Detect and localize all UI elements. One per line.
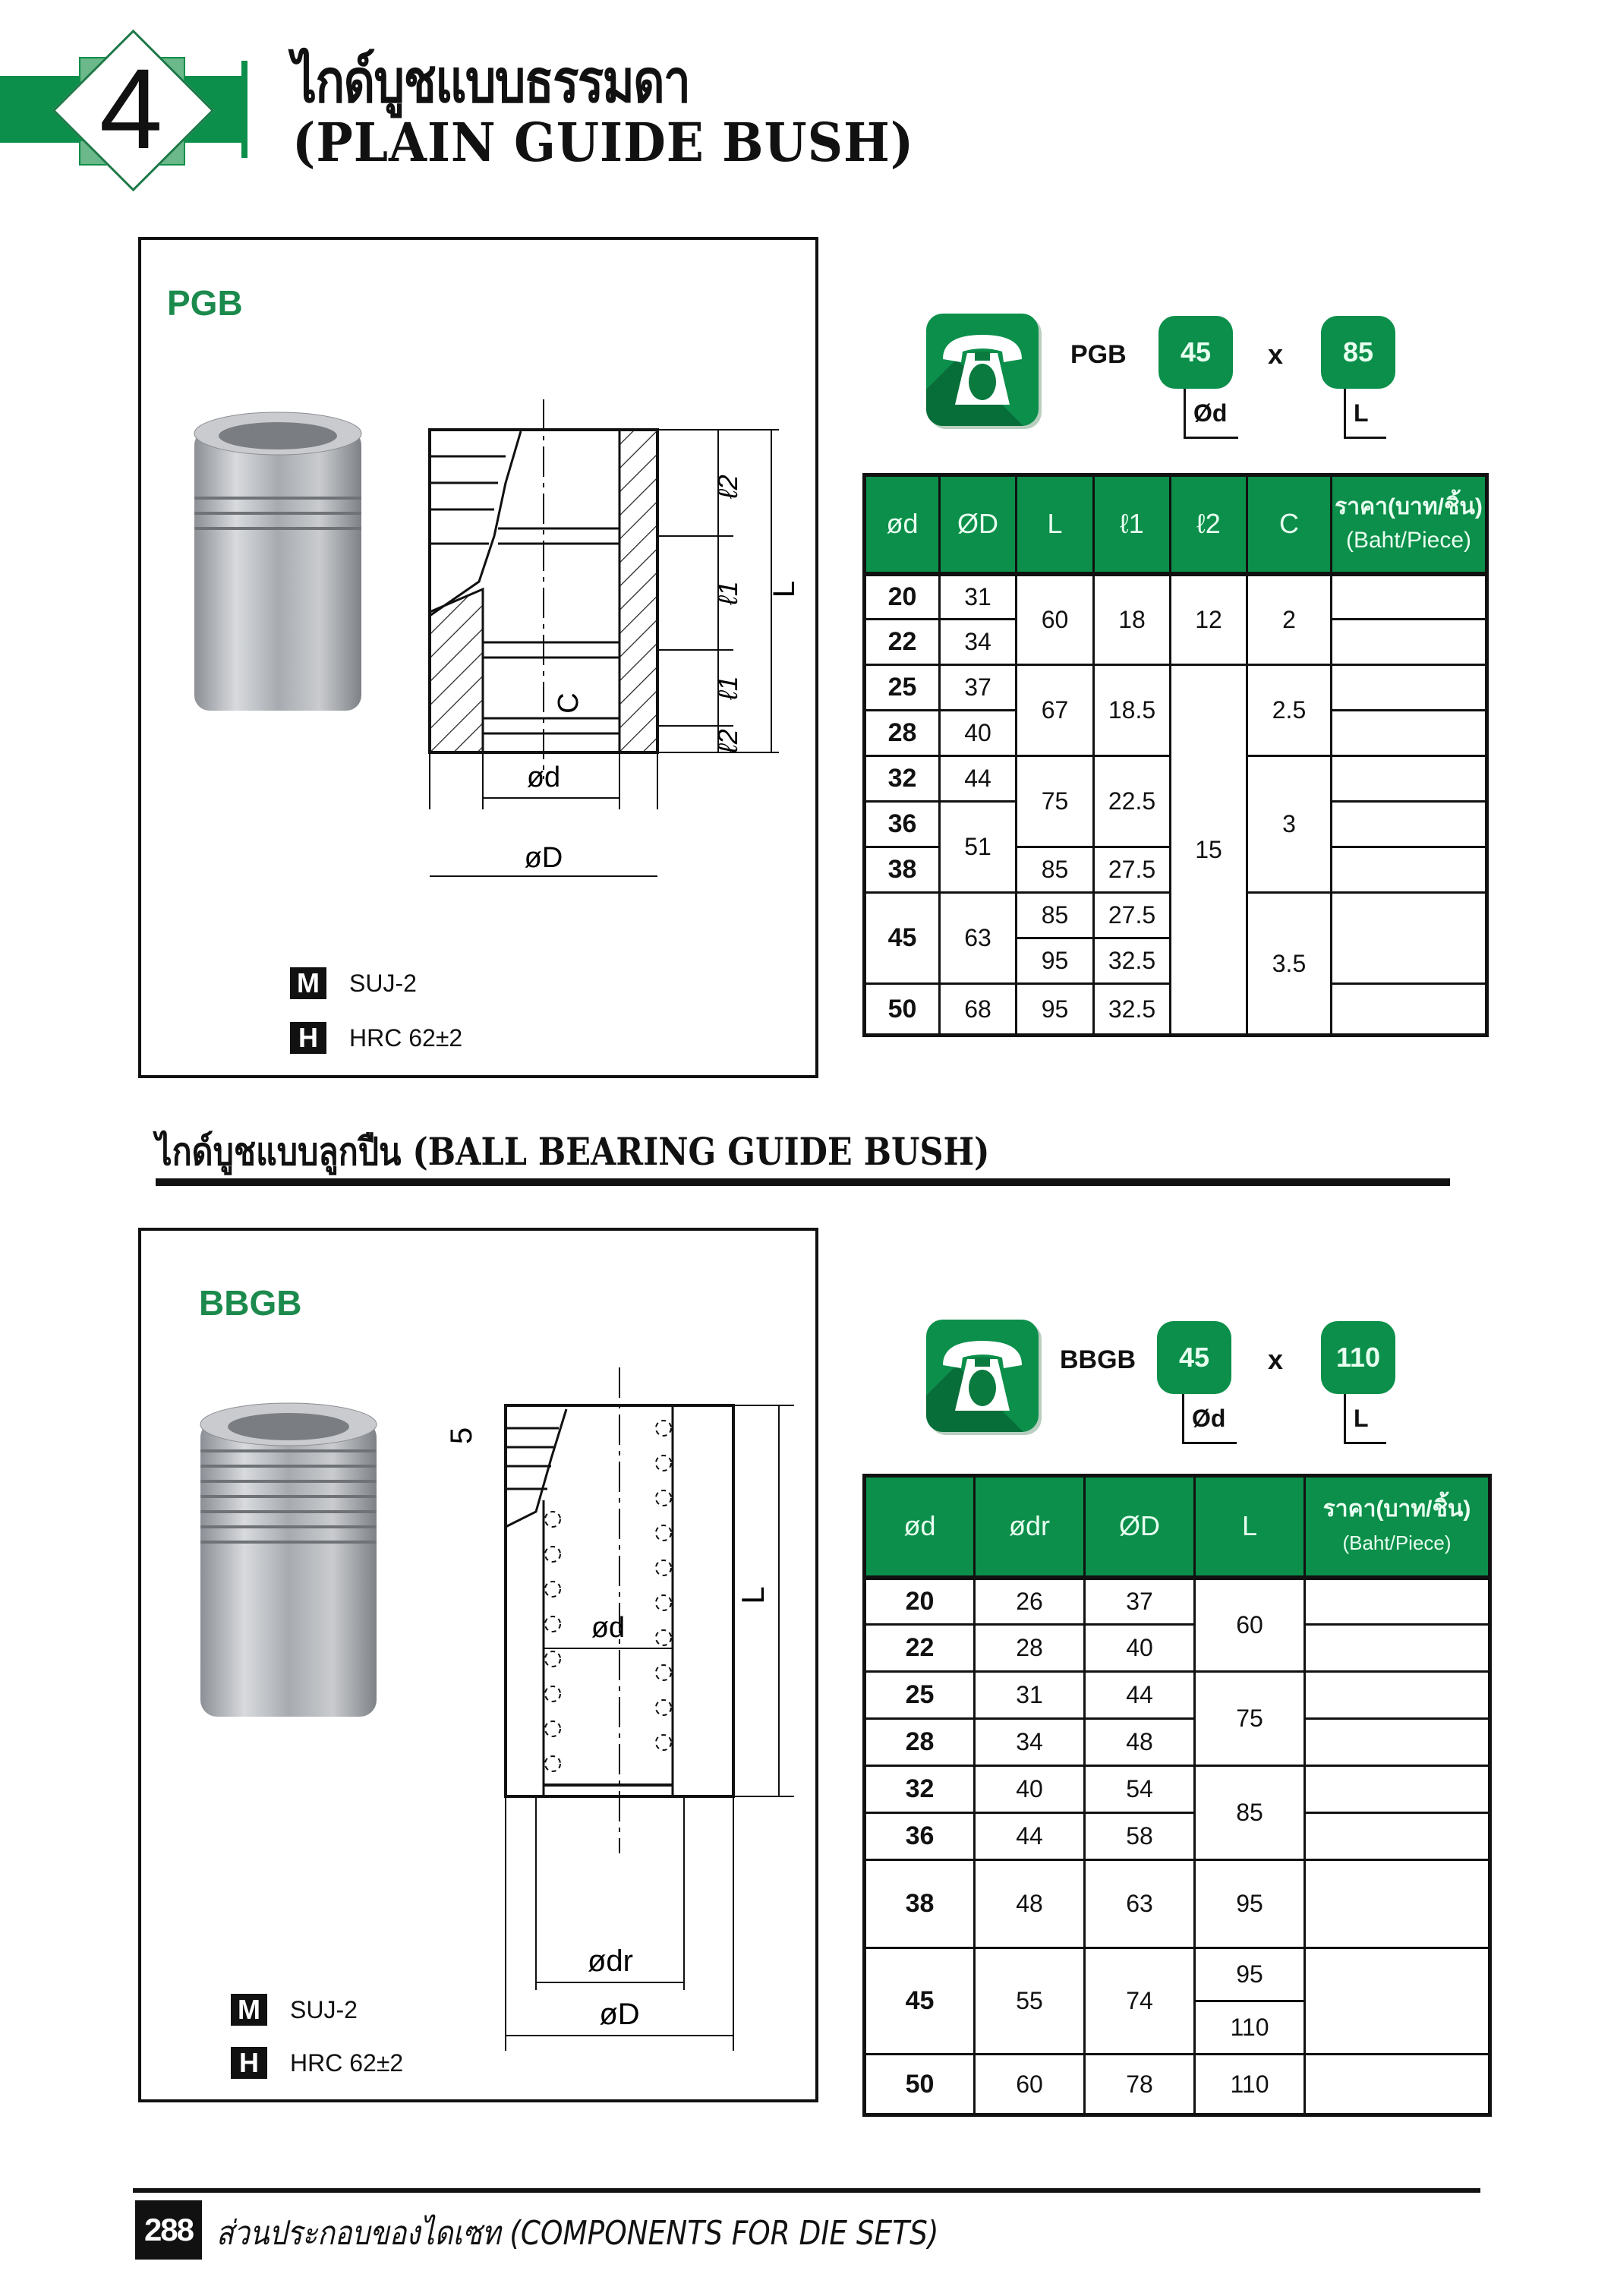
- cell-L: 75: [1195, 1672, 1305, 1766]
- table-row: [865, 1860, 1490, 1948]
- price-cell[interactable]: [1332, 620, 1487, 665]
- price-cell[interactable]: [1305, 1672, 1490, 1719]
- cell-d: 28: [865, 711, 940, 756]
- cell-C: 3.5: [1247, 893, 1332, 1036]
- cell-l2: 12: [1171, 574, 1247, 665]
- cell-L: 67: [1017, 665, 1094, 756]
- bbgb-dim-d: ød: [591, 1612, 626, 1644]
- ball-bearing-mark: [656, 1525, 671, 1541]
- section-divider: [156, 1178, 1450, 1186]
- cell-D: 44: [940, 756, 1017, 802]
- cell-D: 63: [940, 893, 1017, 984]
- price-cell[interactable]: [1305, 1578, 1490, 1625]
- ball-bearing-mark: [656, 1421, 671, 1436]
- ball-bearing-mark: [545, 1756, 560, 1771]
- cell-dr: 31: [975, 1672, 1085, 1719]
- col-header-C: C: [1247, 475, 1332, 574]
- cell-d: 25: [865, 1672, 975, 1719]
- cell-d: 38: [865, 1860, 975, 1948]
- cell-d: 25: [865, 665, 940, 711]
- hardness-tag: H: [290, 1022, 326, 1054]
- ball-bearing-mark: [656, 1735, 671, 1750]
- price-cell[interactable]: [1332, 665, 1487, 711]
- price-cell[interactable]: [1332, 802, 1487, 847]
- cell-L: 85: [1195, 1766, 1305, 1860]
- cell-L: 95: [1195, 1948, 1305, 2001]
- section-heading-ball-bearing: ไกด์บูชแบบลูกปืน (BALL BEARING GUIDE BUSH): [156, 1129, 990, 1174]
- cell-dr: 28: [975, 1625, 1085, 1672]
- cell-dr: 40: [975, 1766, 1085, 1813]
- cell-D: 48: [1085, 1719, 1195, 1766]
- cell-dr: 48: [975, 1860, 1085, 1948]
- price-header-english: (Baht/Piece): [1342, 1531, 1452, 1555]
- footer-title: ส่วนประกอบของไดเซท (COMPONENTS FOR DIE SETS): [216, 2214, 939, 2253]
- table-row: [865, 1948, 1490, 2001]
- pgb-order-d-value: 45: [1158, 316, 1233, 389]
- pgb-hardness-row: [290, 1022, 462, 1054]
- price-cell[interactable]: [1305, 1625, 1490, 1672]
- pgb-dim-l2-bottom: ℓ2: [712, 729, 743, 753]
- col-header-l2: ℓ2: [1171, 475, 1247, 574]
- bbgb-hardness-row: [231, 2047, 403, 2079]
- pgb-dim-l2-top: ℓ2: [712, 475, 743, 499]
- bbgb-spec-table: [862, 1474, 1492, 2117]
- cell-D: 44: [1085, 1672, 1195, 1719]
- col-header-d: ød: [865, 475, 940, 574]
- cell-l2: 15: [1171, 665, 1247, 1036]
- cell-dr: 55: [975, 1948, 1085, 2055]
- table-row: [865, 2055, 1490, 2115]
- cell-L: 110: [1195, 2001, 1305, 2055]
- bbgb-material-row: [231, 1994, 358, 2026]
- cell-L: 60: [1195, 1578, 1305, 1672]
- cell-dr: 44: [975, 1813, 1085, 1860]
- cell-l1: 22.5: [1094, 756, 1171, 847]
- pgb-dim-l1-upper: ℓ1: [712, 581, 743, 605]
- page-title-thai: ไกด์บูชแบบธรรมดา: [292, 48, 690, 116]
- cell-D: 51: [940, 802, 1017, 893]
- price-cell[interactable]: [1332, 756, 1487, 802]
- price-cell[interactable]: [1332, 893, 1487, 984]
- price-cell[interactable]: [1332, 984, 1487, 1036]
- cell-d: 28: [865, 1719, 975, 1766]
- cell-L: 95: [1017, 938, 1094, 984]
- price-cell[interactable]: [1305, 1719, 1490, 1766]
- table-row: [865, 1578, 1490, 1625]
- pgb-material-row: [290, 967, 417, 999]
- ball-bearing-mark: [545, 1512, 560, 1527]
- table-row: [865, 1625, 1490, 1672]
- bbgb-order-d-value: 45: [1157, 1321, 1231, 1394]
- price-header-thai: ราคา(บาท/ชิ้น): [1322, 1496, 1471, 1522]
- pgb-order-d-label: Ød: [1184, 389, 1238, 439]
- price-header-thai: ราคา(บาท/ชิ้น): [1335, 494, 1483, 520]
- col-header-L: L: [1195, 1476, 1305, 1578]
- cell-d: 32: [865, 756, 940, 802]
- pgb-dim-d: ød: [526, 762, 561, 793]
- cell-D: 37: [1085, 1578, 1195, 1625]
- ball-bearing-mark: [656, 1560, 671, 1575]
- table-row: [865, 665, 1487, 711]
- cell-L: 95: [1017, 984, 1094, 1036]
- telephone-icon: [926, 314, 1039, 426]
- telephone-icon: [926, 1320, 1039, 1432]
- cell-C: 2: [1247, 574, 1332, 665]
- table-row: [865, 1672, 1490, 1719]
- table-row: [865, 1813, 1490, 1860]
- cell-L: 85: [1017, 893, 1094, 938]
- pgb-technical-drawing: [278, 384, 809, 809]
- price-cell[interactable]: [1305, 1766, 1490, 1813]
- hardness-value: HRC 62±2: [290, 2048, 404, 2077]
- col-header-L: L: [1017, 475, 1094, 574]
- pgb-spec-table: [862, 473, 1489, 1037]
- cell-L: 75: [1017, 756, 1094, 847]
- table-header-row: [865, 1476, 1490, 1578]
- page-number: 288: [135, 2200, 202, 2260]
- ball-bearing-mark: [656, 1700, 671, 1715]
- col-header-D: ØD: [1085, 1476, 1195, 1578]
- bbgb-dim-dr: ødr: [588, 1944, 633, 1978]
- cell-dr: 26: [975, 1578, 1085, 1625]
- price-header-english: (Baht/Piece): [1345, 528, 1472, 554]
- cell-d: 38: [865, 847, 940, 893]
- cell-l1: 32.5: [1094, 938, 1171, 984]
- cell-d: 32: [865, 1766, 975, 1813]
- col-header-d: ød: [865, 1476, 975, 1578]
- bbgb-technical-drawing: [308, 1367, 809, 2066]
- cell-L: 95: [1195, 1860, 1305, 1948]
- cell-C: 2.5: [1247, 665, 1332, 756]
- price-cell[interactable]: [1305, 1813, 1490, 1860]
- bbgb-order-code: BBGB: [1060, 1345, 1136, 1374]
- price-cell[interactable]: [1305, 2055, 1490, 2115]
- cell-D: 63: [1085, 1860, 1195, 1948]
- material-value: SUJ-2: [349, 969, 417, 997]
- ball-bearing-mark: [545, 1651, 560, 1667]
- cell-l1: 18.5: [1094, 665, 1171, 756]
- cell-L: 110: [1195, 2055, 1305, 2115]
- ball-bearing-mark: [545, 1582, 560, 1597]
- cell-d: 22: [865, 620, 940, 665]
- page-title-english: (PLAIN GUIDE BUSH): [292, 111, 915, 174]
- bbgb-order-L-label: L: [1344, 1394, 1386, 1444]
- price-cell[interactable]: [1332, 574, 1487, 620]
- bbgb-dim-L: L: [735, 1586, 771, 1604]
- bbgb-dim-5: 5: [445, 1427, 478, 1445]
- cell-D: 37: [940, 665, 1017, 711]
- bbgb-order-separator: x: [1268, 1344, 1284, 1375]
- pgb-dim-L: L: [768, 580, 801, 598]
- ball-bearing-mark: [656, 1630, 671, 1645]
- cell-l1: 18: [1094, 574, 1171, 665]
- cell-D: 54: [1085, 1766, 1195, 1813]
- col-header-l1: ℓ1: [1094, 475, 1171, 574]
- bbgb-order-L-value: 110: [1321, 1321, 1395, 1394]
- cell-d: 50: [865, 984, 940, 1036]
- pgb-order-L-label: L: [1344, 389, 1386, 439]
- bbgb-order-d-label: Ød: [1182, 1394, 1237, 1444]
- cell-d: 45: [865, 893, 940, 984]
- pgb-dim-C: C: [553, 692, 585, 714]
- pgb-product-code: PGB: [167, 283, 243, 323]
- cell-d: 36: [865, 1813, 975, 1860]
- pgb-order-code: PGB: [1070, 340, 1127, 369]
- table-row: [865, 1766, 1490, 1813]
- hardness-tag: H: [231, 2047, 267, 2079]
- ball-bearing-mark: [545, 1721, 560, 1736]
- bbgb-dim-D: øD: [599, 1998, 640, 2031]
- cell-d: 45: [865, 1948, 975, 2055]
- footer-divider: [133, 2188, 1480, 2193]
- ball-bearing-mark: [656, 1490, 671, 1506]
- cell-D: 31: [940, 574, 1017, 620]
- col-header-dr: ødr: [975, 1476, 1085, 1578]
- ball-bearing-mark: [656, 1595, 671, 1610]
- cell-l1: 27.5: [1094, 847, 1171, 893]
- table-row: [865, 1719, 1490, 1766]
- ball-bearing-mark: [545, 1686, 560, 1702]
- col-header-D: ØD: [940, 475, 1017, 574]
- table-header-row: [865, 475, 1487, 574]
- cell-D: 40: [1085, 1625, 1195, 1672]
- cell-D: 78: [1085, 2055, 1195, 2115]
- chapter-number: 4: [99, 45, 163, 172]
- price-cell[interactable]: [1305, 1948, 1490, 2055]
- bbgb-product-code: BBGB: [199, 1283, 302, 1323]
- ball-bearing-mark: [545, 1547, 560, 1562]
- cell-C: 3: [1247, 756, 1332, 893]
- col-header-price: [1332, 475, 1487, 574]
- cell-l1: 32.5: [1094, 984, 1171, 1036]
- price-cell[interactable]: [1332, 847, 1487, 893]
- badge-bar: [241, 61, 247, 158]
- cell-D: 34: [940, 620, 1017, 665]
- col-header-price: [1305, 1476, 1490, 1578]
- cell-D: 58: [1085, 1813, 1195, 1860]
- ball-bearing-mark: [545, 1616, 560, 1632]
- pgb-order-separator: x: [1268, 339, 1284, 370]
- bbgb-product-panel: [138, 1228, 818, 2102]
- material-tag: M: [231, 1994, 267, 2026]
- cell-D: 74: [1085, 1948, 1195, 2055]
- cell-L: 60: [1017, 574, 1094, 665]
- cell-d: 20: [865, 574, 940, 620]
- price-cell[interactable]: [1305, 1860, 1490, 1948]
- cell-l1: 27.5: [1094, 893, 1171, 938]
- pgb-order-L-value: 85: [1321, 316, 1395, 389]
- material-tag: M: [290, 967, 326, 999]
- cell-d: 20: [865, 1578, 975, 1625]
- cell-L: 85: [1017, 847, 1094, 893]
- cell-d: 22: [865, 1625, 975, 1672]
- pgb-dim-D: øD: [524, 842, 563, 874]
- ball-bearing-mark: [656, 1456, 671, 1471]
- pgb-product-panel: [138, 237, 818, 1078]
- hardness-value: HRC 62±2: [349, 1023, 463, 1052]
- cell-D: 68: [940, 984, 1017, 1036]
- table-row: [865, 574, 1487, 620]
- price-cell[interactable]: [1332, 711, 1487, 756]
- cell-dr: 60: [975, 2055, 1085, 2115]
- cell-d: 50: [865, 2055, 975, 2115]
- ball-bearing-mark: [656, 1665, 671, 1680]
- cell-D: 40: [940, 711, 1017, 756]
- cell-d: 36: [865, 802, 940, 847]
- cell-dr: 34: [975, 1719, 1085, 1766]
- material-value: SUJ-2: [290, 1995, 358, 2023]
- pgb-dim-l1-lower: ℓ1: [712, 676, 743, 700]
- pgb-dim-D-group: [430, 840, 673, 885]
